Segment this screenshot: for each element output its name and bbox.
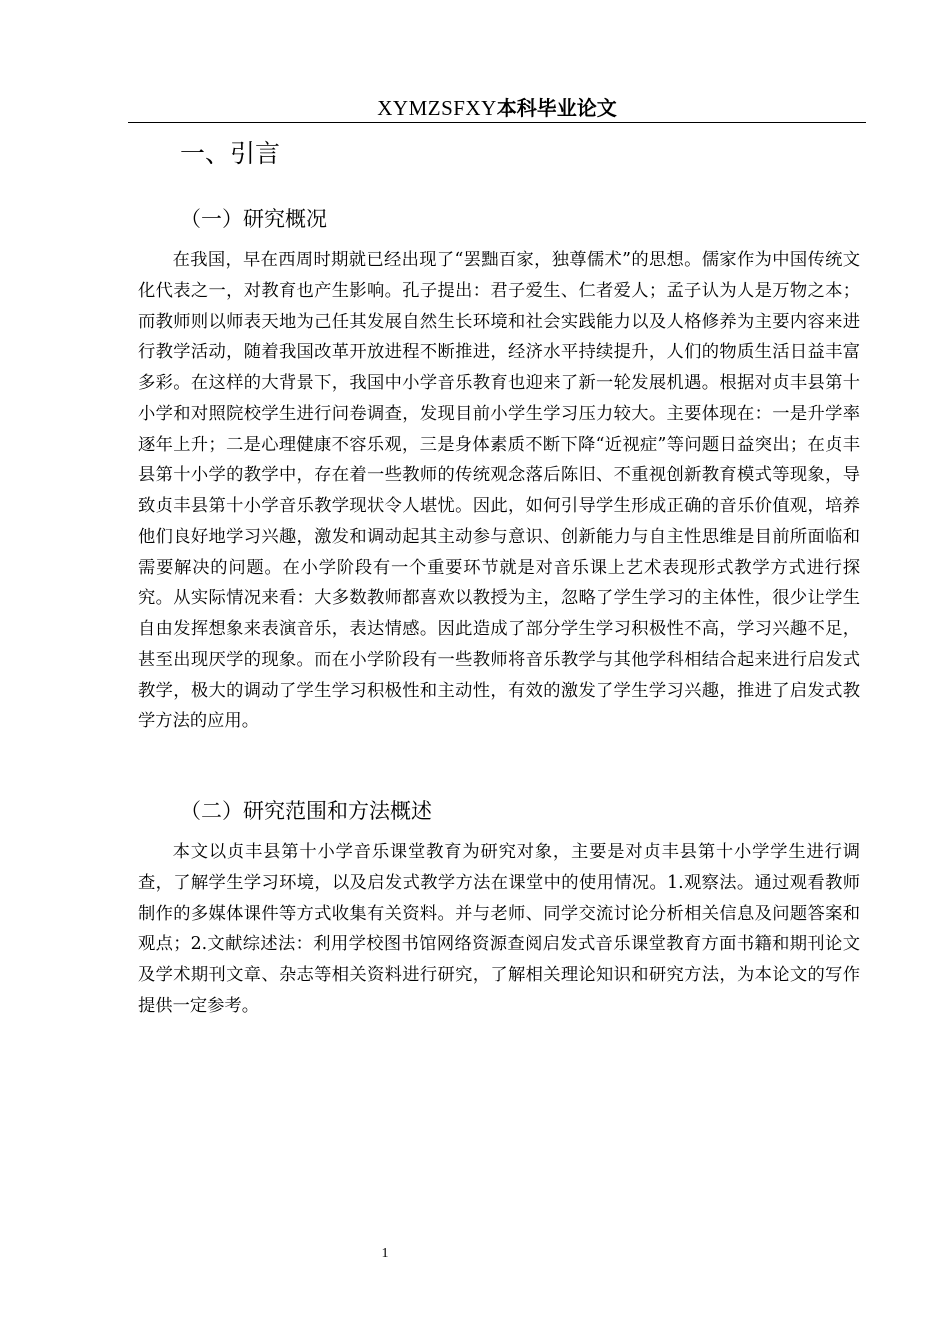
header-title: 本科毕业论文 bbox=[496, 96, 617, 120]
chapter-heading: 一、引言 bbox=[180, 139, 281, 168]
section-body-overview: 在我国，早在西周时期就已经出现了“罢黜百家，独尊儒术”的思想。儒家作为中国传统文化代表之一，对教育也产生影响。孔子提出：君子爱生、仁者爱人；孟子认为人是万物之本；而教师则以师表天地为己任其发展自然生长环境和社会实践能力以及人格修养为主要内容来进行教学活动，随着我国改革开放进程不断推进，经济水平持续提升，人们的物质生活日益丰富多彩。在这样的大背景下，我国中小学音乐教育也迎来了新一轮发展机遇。根据对贞丰县第十小学和对照院校学生进行问卷调查，发现目前小学生学习压力较大。主要体现在：一是升学率逐年上升；二是心理健康不容乐观，三是身体素质不断下降“近视症”等问题日益突出；在贞丰县第十小学的教学中，存在着一些教师的传统观念落后陈旧、不重视创新教育模式等现象，导致贞丰县第十小学音乐教学现状令人堪忧。因此，如何引导学生形成正确的音乐价值观，培养他们良好地学习兴趣，激发和调动起其主动参与意识、创新能力与自主性思维是目前所面临和需要解决的问题。在小学阶段有一个重要环节就是对音乐课上艺术表现形式教学方式进行探究。从实际情况来看：大多数教师都喜欢以教授为主，忽略了学生学习的主体性，很少让学生自由发挥想象来表演音乐，表达情感。因此造成了部分学生学习积极性不高，学习兴趣不足，甚至出现厌学的现象。而在小学阶段有一些教师将音乐教学与其他学科相结合起来进行启发式教学，极大的调动了学生学习积极性和主动性，有效的激发了学生学习兴趣，推进了启发式教学方法的应用。 bbox=[138, 250, 860, 732]
running-header bbox=[128, 92, 866, 123]
section-heading-overview: （一）研究概况 bbox=[180, 207, 327, 231]
page-number: 1 bbox=[381, 1246, 389, 1261]
section-body-scope-methods: 本文以贞丰县第十小学音乐课堂教育为研究对象，主要是对贞丰县第十小学学生进行调查，了解学生学习环境，以及启发式教学方法在课堂中的使用情况。1.观察法。通过观看教师制作的多媒体课件等方式收集有关资料。并与老师、同学交流讨论分析相关信息及问题答案和观点；2.文献综述法：利用学校图书馆网络资源查阅启发式音乐课堂教育方面书籍和期刊论文及学术期刊文章、杂志等相关资料进行研究，了解相关理论知识和研究方法，为本论文的写作提供一定参考。 bbox=[138, 842, 860, 1016]
section-heading-scope-methods: （二）研究范围和方法概述 bbox=[180, 799, 432, 823]
header-institution-code: XYMZSFXY bbox=[377, 96, 497, 120]
